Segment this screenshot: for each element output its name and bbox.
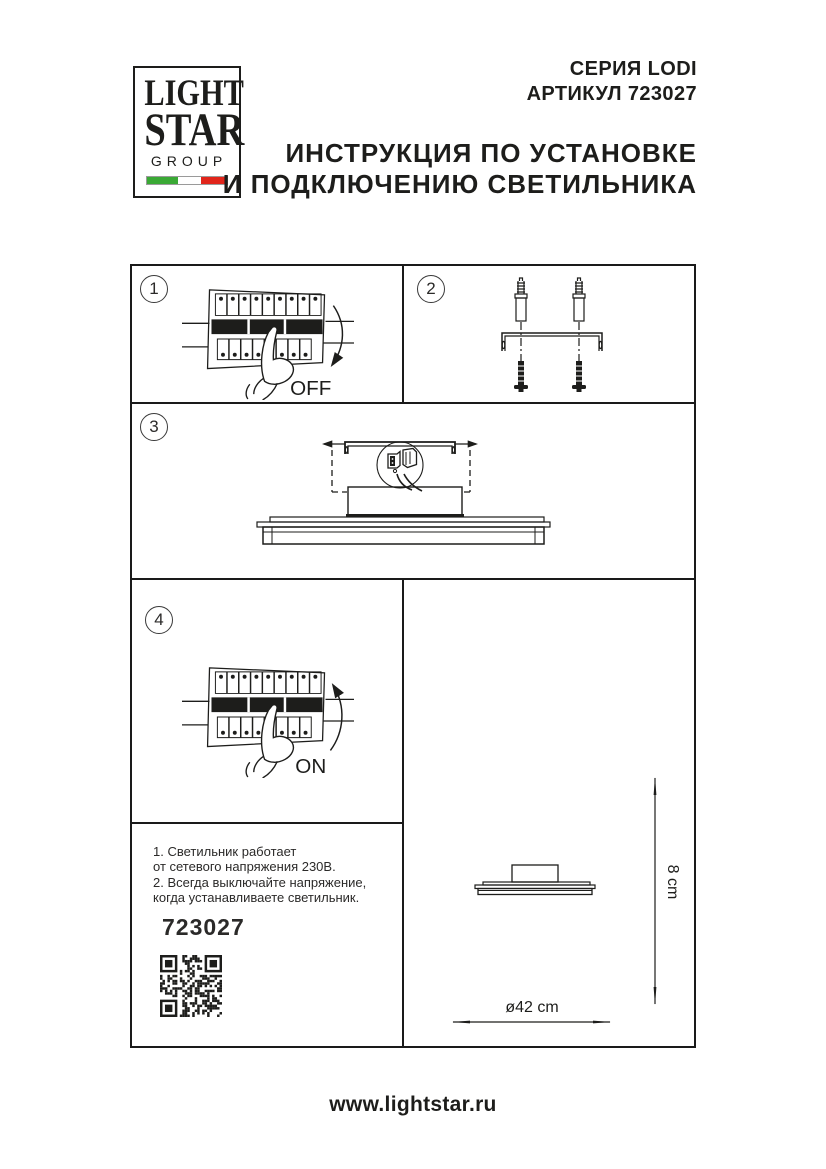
hardware-drawing	[404, 266, 694, 402]
notes-panel	[132, 824, 402, 1046]
step-2-badge: 2	[417, 275, 445, 303]
height-dimension-label: 8 cm	[664, 864, 681, 900]
lamp-body-icon	[257, 517, 550, 544]
screw-icon	[572, 361, 586, 392]
panel-step-1	[132, 266, 402, 402]
note-line-3: 2. Всегда выключайте напряжение,	[153, 874, 367, 890]
panel-step-4	[132, 580, 402, 822]
panel-step-3	[132, 404, 694, 578]
flag-white	[178, 177, 201, 184]
note-line-4: когда устанавливаете светильник.	[153, 890, 360, 906]
website-url: www.lightstar.ru	[329, 1093, 497, 1116]
lamp-canopy-icon	[346, 487, 464, 517]
dimensions-panel	[404, 580, 694, 1046]
lamp-side-view-icon	[475, 865, 595, 895]
wall-plug-icon	[573, 278, 585, 321]
title-line-1: ИНСТРУКЦИЯ ПО УСТАНОВКЕ	[285, 138, 697, 168]
center-line	[521, 322, 579, 361]
diameter-dimension-label: ø42 cm	[505, 999, 559, 1016]
off-label: OFF	[290, 377, 332, 400]
header-text	[223, 57, 697, 200]
italian-flag-bar	[146, 176, 228, 185]
pointing-hand-icon	[246, 705, 293, 778]
article-label: АРТИКУЛ 723027	[526, 83, 697, 105]
step-3-badge: 3	[140, 413, 168, 441]
wall-plug-icon	[515, 278, 527, 321]
mounting-bracket-icon	[502, 333, 602, 351]
article-number: 723027	[162, 914, 245, 940]
note-line-1: 1. Светильник работает	[153, 844, 297, 859]
step-4-badge: 4	[145, 606, 173, 634]
wire-connector-icon	[377, 442, 423, 491]
panel-step-2	[404, 266, 694, 402]
switch-down-arrow	[332, 306, 342, 365]
breaker-on-drawing	[182, 660, 354, 778]
logo-word-star: STAR	[144, 104, 245, 156]
safety-notes	[153, 844, 366, 906]
screw-icon	[514, 361, 528, 392]
pointing-hand-icon	[246, 327, 293, 400]
switch-up-arrow	[330, 686, 342, 751]
steps-grid	[130, 264, 696, 1048]
dashed-guide	[332, 450, 470, 492]
ceiling-mount-drawing	[132, 404, 694, 578]
logo-word-group: GROUP	[150, 153, 228, 169]
title-line-2: И ПОДКЛЮЧЕНИЮ СВЕТИЛЬНИКА	[222, 169, 697, 199]
series-label: СЕРИЯ LODI	[569, 58, 697, 80]
on-label: ON	[295, 755, 327, 778]
logo-word-light: LIGHT	[144, 73, 244, 114]
dimensions-drawing	[404, 580, 694, 1046]
qr-code	[160, 955, 222, 1017]
breaker-off-drawing	[182, 282, 354, 400]
note-line-2: от сетевого напряжения 230В.	[153, 859, 336, 875]
step-1-badge: 1	[140, 275, 168, 303]
flag-green	[147, 177, 178, 184]
page-title	[223, 138, 697, 200]
